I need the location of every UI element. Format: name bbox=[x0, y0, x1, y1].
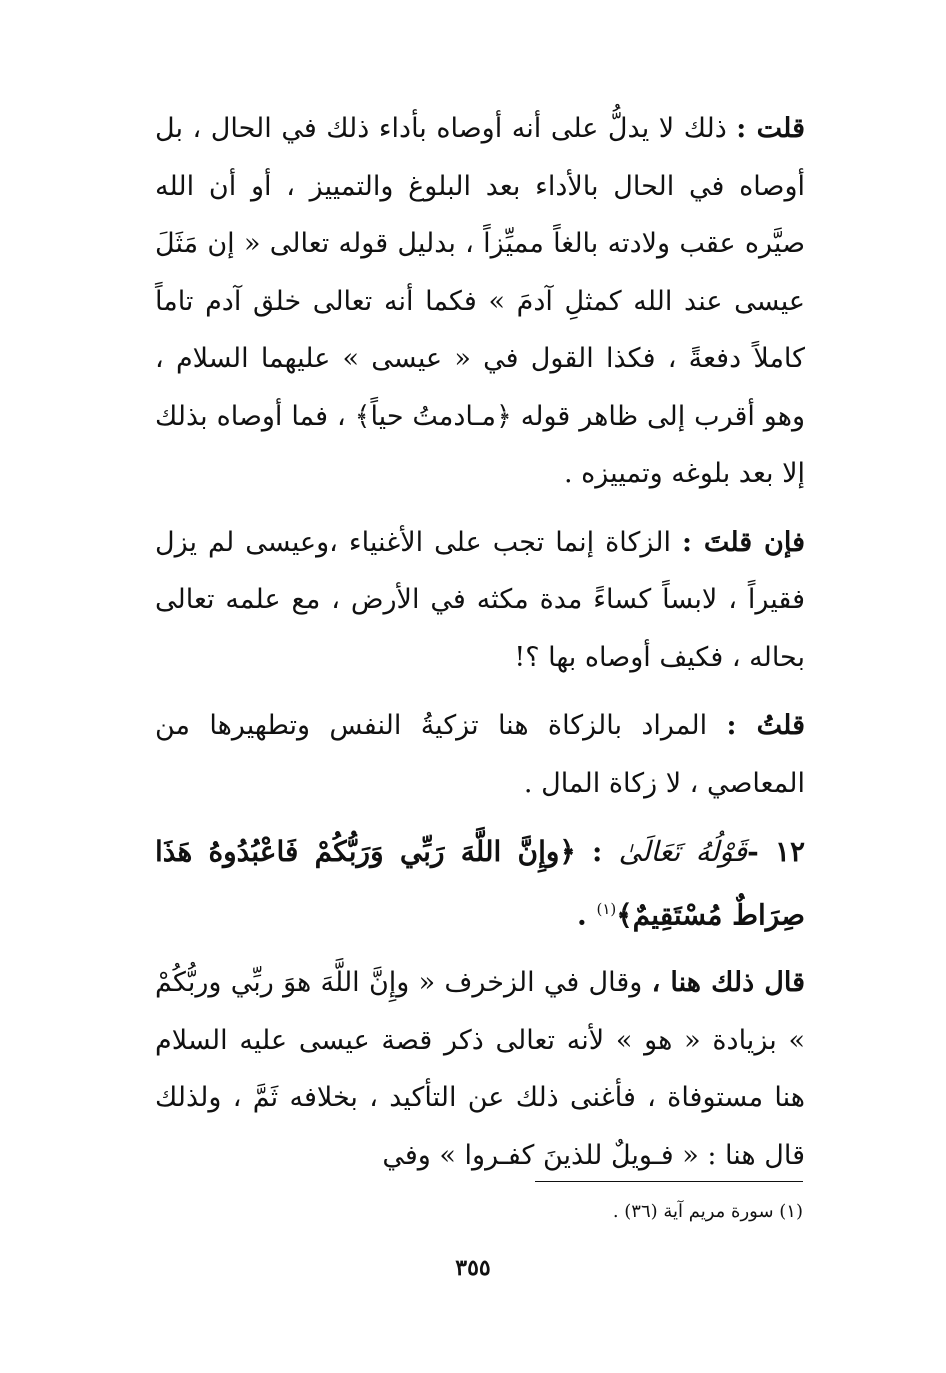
paragraph-3-lead: قلتُ : bbox=[726, 710, 805, 741]
page-number: ٣٥٥ bbox=[455, 1255, 491, 1281]
paragraph-4-lead: قال ذلك هنا ، bbox=[651, 967, 805, 999]
paragraph-2 bbox=[155, 514, 805, 687]
footnote-separator bbox=[535, 1181, 803, 1182]
verse-colon: : bbox=[575, 835, 619, 868]
verse-heading bbox=[155, 823, 805, 943]
paragraph-4 bbox=[155, 954, 805, 1184]
verse-number: ١٢ - bbox=[747, 835, 806, 868]
paragraph-4-text: وقال في الزخرف « وإِنَّ اللَّهَ هوَ ربِّي وربُّكُمْ » بزيادة « هو » لأنه تعالى ذكر قصة عيسى عليه السلام هنا مستوفاة ، فأغنى ذلك عن التأكيد ، بخلافه ثَمَّ ، ولذلك قال هنا : « فـويلٌ للذينَ كفـروا » وفي bbox=[155, 967, 805, 1171]
paragraph-1-lead: قلت : bbox=[736, 113, 805, 144]
paragraph-2-lead: فإن قلتَ : bbox=[682, 526, 805, 558]
paragraph-1 bbox=[155, 100, 805, 503]
verse-intro: قَوْلُهُ تَعَالَىٰ bbox=[618, 835, 748, 868]
verse-end: . bbox=[576, 897, 597, 931]
footnote-reference[interactable]: (١) bbox=[596, 899, 617, 918]
paragraph-1-text: ذلك لا يدلُّ على أنه أوصاه بأداء ذلك في الحال ، بل أوصاه في الحال بالأداء بعد البلوغ والتمييز ، أو أن الله صيَّره عقب ولادته بالغاً مميِّزاً ، بدليل قوله تعالى « إن مَثَلَ عيسى عند الله كمثلِ آدمَ » فكما أنه تعالى خلق آدم تاماً كاملاً دفعةً ، فكذا القول في « عيسى » عليهما السلام ، وهو أقرب إلى ظاهر قوله ﴿مـادمتُ حياً﴾ ، فما أوصاه بذلك إلا بعد بلوغه وتمييزه . bbox=[155, 113, 805, 489]
page-body bbox=[155, 100, 805, 1195]
paragraph-2-text: الزكاة إنما تجب على الأغنياء ،وعيسى لم يزل فقيراً ، لابساً كساءً مدة مكثه في الأرض ، مع علمه تعالى بحاله ، فكيف أوصاه بها ؟! bbox=[155, 526, 805, 673]
footnote: (١) سورة مريم آية (٣٦) . bbox=[612, 1201, 803, 1222]
verse-text: ﴿وإِنَّ اللَّهَ رَبِّي وَرَبُّكُمْ فَاعْبُدُوهُ هَذَا صِرَاطٌ مُسْتَقِيمٌ﴾ bbox=[155, 835, 805, 931]
paragraph-3-text: المراد بالزكاة هنا تزكيةُ النفس وتطهيرها من المعاصي ، لا زكاة المال . bbox=[155, 710, 805, 799]
paragraph-3 bbox=[155, 697, 805, 812]
